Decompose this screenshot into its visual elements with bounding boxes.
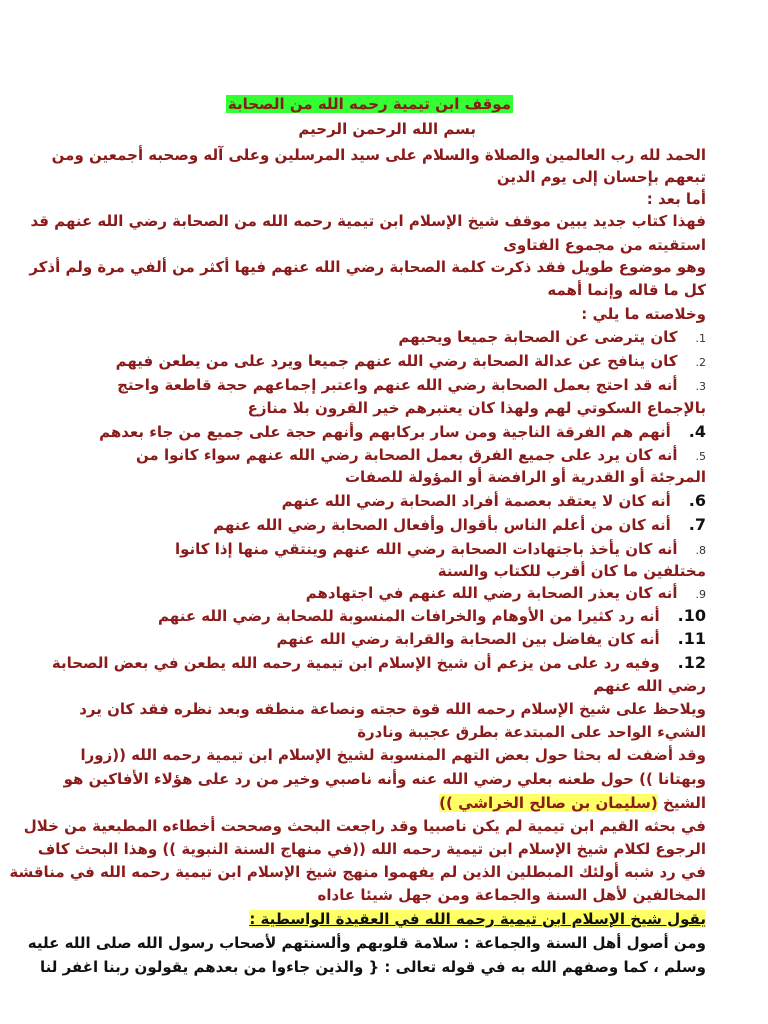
intro-line: الحمد لله رب العالمين والصلاة والسلام على سيد المرسلين وعلى آله وصحبه أجمعين ومن [51,146,706,164]
item-number: 12. [677,653,706,672]
item-text: كان ينافح عن عدالة الصحابة رضي الله عنهم جميعا ويرد على من يطعن فيهم [115,352,678,370]
item-number: 3. [695,380,706,393]
list-item-continued: رضي الله عنهم [593,677,706,695]
body-line: المخالفين لأهل السنة والجماعة ومن جهل شيئا عاداه [317,886,706,904]
item-number: 1. [695,332,706,345]
quote-line: وسلم ، كما وصفهم الله به في قوله تعالى : { والذين جاءوا من بعدهم يقولون ربنا اغفر لنا [39,958,706,976]
item-text: أنه كان لا يعتقد بعصمة أفراد الصحابة رضي الله عنهم [281,492,671,510]
list-item [158,607,706,625]
item-text: أنه رد كثيرا من الأوهام والخرافات المنسوبة للصحابة رضي الله عنهم [158,607,660,625]
item-number: 10. [677,606,706,625]
item-text: أنه كان من أعلم الناس بأقوال وأفعال الصحابة رضي الله عنهم [213,516,671,534]
item-text: أنه كان يرد على جميع الفرق بعمل الصحابة رضي الله عنهم سواء كانوا من [135,446,678,464]
list-item-continued: مختلفين ما كان أقرب للكتاب والسنة [437,562,706,580]
body-line: في بحثه القيم ابن تيمية لم يكن ناصبيا وقد راجعت البحث وصححت أخطاءه المطبعية من خلال [23,817,706,835]
document-title: موقف ابن تيمية رحمه الله من الصحابة [227,95,511,113]
item-text: أنهم هم الفرقة الناجية ومن سار بركابهم وأنهم حجة على جميع من جاء بعدهم [99,423,671,441]
list-item [117,376,706,396]
body-line: الشيء الواحد على المبتدعة بطرق عجيبة ونادرة [357,723,706,741]
basmala: بسم الله الرحمن الرحيم [298,120,476,138]
intro-line: أما بعد : [646,190,706,208]
body-line: وقد أضفت له بحثا حول بعض التهم المنسوبة لشيخ الإسلام ابن تيمية رحمه الله ((زورا [80,746,706,764]
list-item [52,654,706,672]
body-line: في رد شبه أولئك المبطلين الذين لم يفهموا منهج شيخ الإسلام ابن تيمية رحمه الله في مناقشة [9,863,706,881]
list-item [306,584,706,604]
intro-line: تبعهم بإحسان إلى يوم الدين [496,168,706,186]
quote-line: ومن أصول أهل السنة والجماعة : سلامة قلوبهم وألسنتهم لأصحاب رسول الله صلى الله عليه [27,934,706,952]
intro-line: وخلاصته ما يلي : [581,305,706,323]
item-text: كان يترضى عن الصحابة جميعا ويحبهم [398,328,678,346]
section-heading: يقول شيخ الإسلام ابن تيمية رحمه الله في العقيدة الواسطية : [249,910,706,928]
item-text: أنه كان يفاضل بين الصحابة والقرابة رضي الله عنهم [276,630,660,648]
body-line: الشيخ (سليمان بن صالح الخراشي )) [439,794,706,812]
item-text: أنه قد احتج بعمل الصحابة رضي الله عنهم واعتبر إجماعهم حجة قاطعة واحتج [117,376,678,394]
intro-line: وهو موضوع طويل فقد ذكرت كلمة الصحابة رضي الله عنهم فيها أكثر من ألفي مرة ولم أذكر [29,258,706,276]
list-item [398,328,706,348]
list-item [282,492,706,510]
list-item [276,630,706,648]
item-number: 7. [688,515,706,534]
list-item-continued: المرجئة أو القدرية أو الرافضة أو المؤولة للصفات [344,468,706,486]
item-text: وفيه رد على من يزعم أن شيخ الإسلام ابن تيمية رحمه الله يطعن في بعض الصحابة [51,654,660,672]
body-line: ويلاحظ على شيخ الإسلام رحمه الله قوة حجته ونصاعة منطقه وبعد نظره فقد كان يرد [79,700,706,718]
item-text: أنه كان يعذر الصحابة رضي الله عنهم في اجتهادهم [305,584,678,602]
list-item [175,540,706,560]
item-number: 9. [695,588,706,601]
highlighted-name: (سليمان بن صالح الخراشي )) [439,794,658,812]
body-line: وبهتانا )) حول طعنه بعلي رضي الله عنه وأنه ناصبي وخير من رد على هؤلاء الأفاكين هو [63,770,706,788]
list-item [213,516,706,534]
item-number: 11. [677,629,706,648]
item-number: 5. [695,450,706,463]
list-item-continued: بالإجماع السكوتي لهم ولهذا كان يعتبرهم خير القرون بلا منازع [247,399,706,417]
list-item [99,423,706,441]
list-item [136,446,706,466]
item-number: 8. [695,544,706,557]
item-number: 6. [688,491,706,510]
list-item [116,352,706,372]
item-text: أنه كان يأخذ باجتهادات الصحابة رضي الله عنهم وينتقي منها إذا كانوا [174,540,678,558]
body-line: الرجوع لكلام شيخ الإسلام ابن تيمية رحمه الله ((في منهاج السنة النبوية )) وهذا البحث كاف [37,840,706,858]
intro-line: استقيته من مجموع الفتاوى [503,236,706,254]
intro-line: كل ما قاله وإنما أهمه [547,281,706,299]
intro-line: فهذا كتاب جديد يبين موقف شيخ الإسلام ابن تيمية رحمه الله من الصحابة رضي الله عنهم قد [30,212,706,230]
item-number: 2. [695,356,706,369]
item-number: 4. [688,422,706,441]
